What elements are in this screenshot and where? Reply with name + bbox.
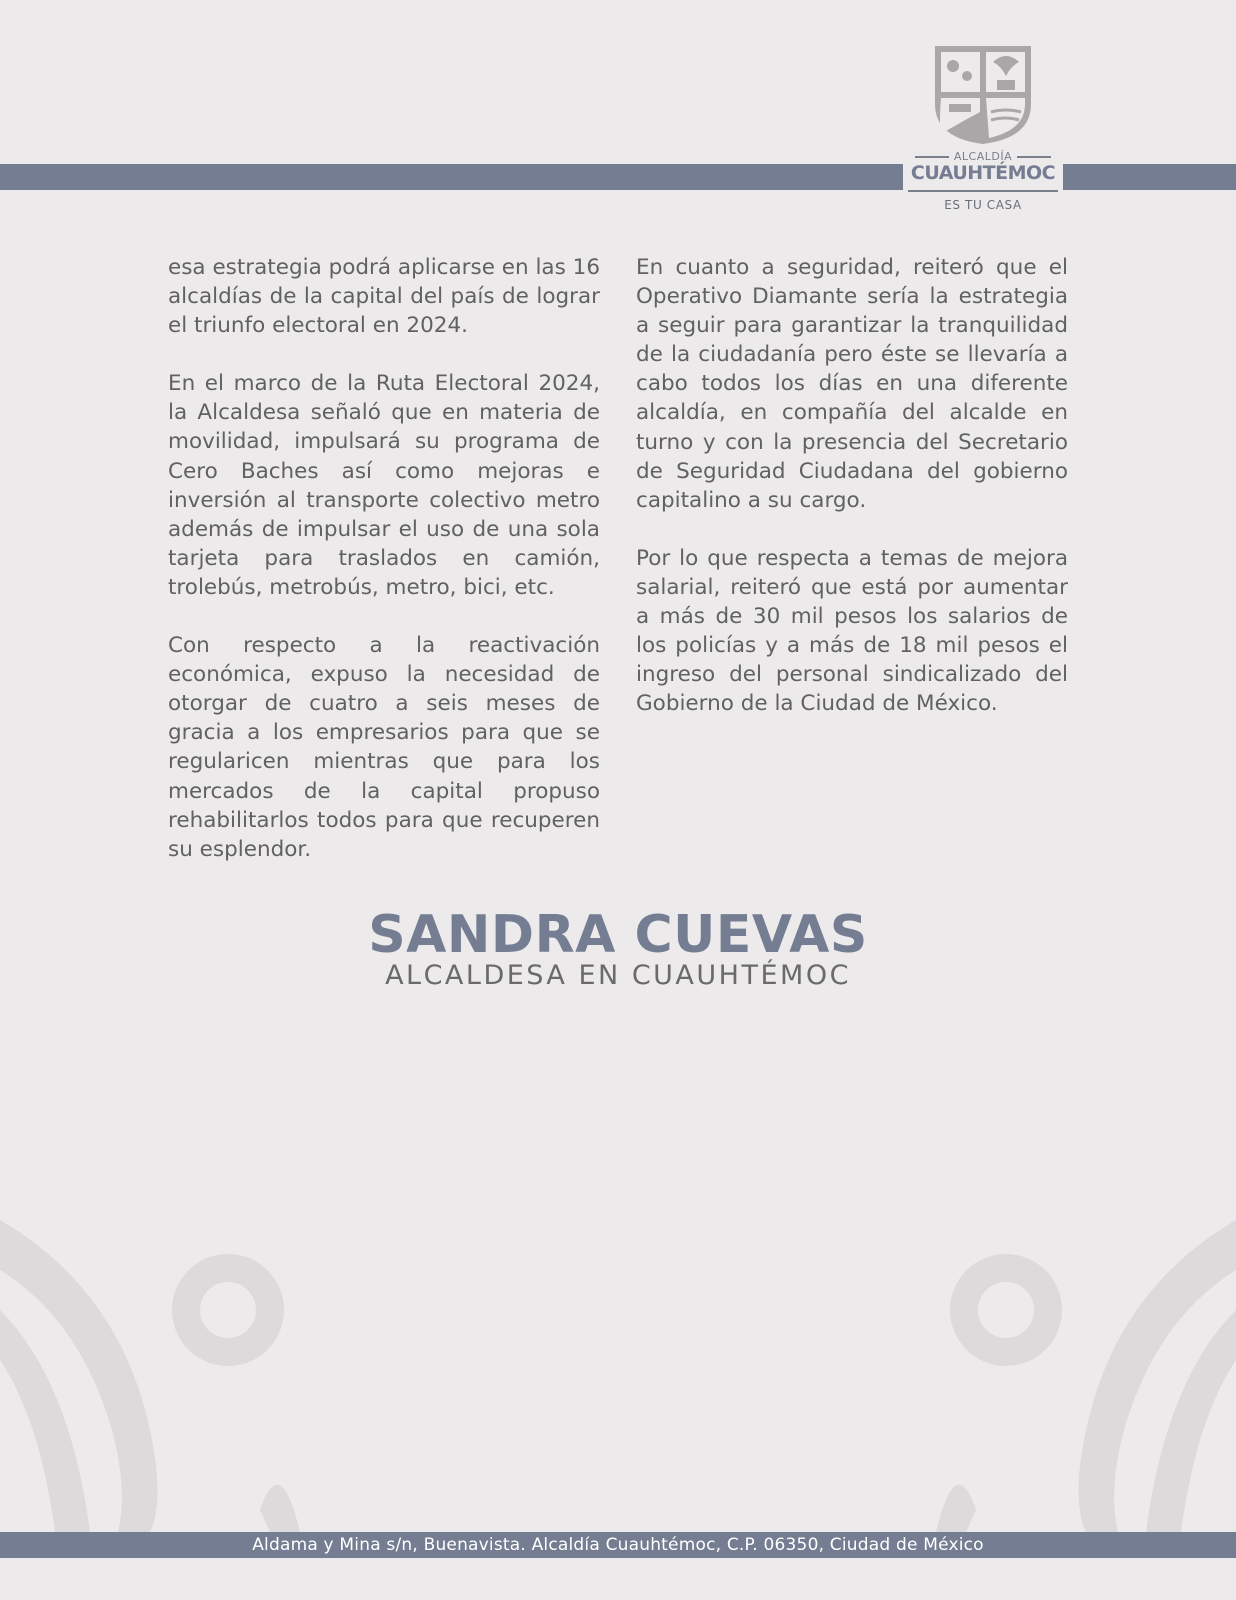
logo-tagline: ES TU CASA [944,198,1022,212]
paragraph: Con respecto a la reactivación económica, expuso la necesidad de otorgar de cuatro a seis meses de gracia a los empresarios para que se regularicen mientras que para los mercados de la capital propuso rehabilitarlos todos para que recuperen su esplendor. [168,633,600,862]
logo-divider [908,190,1058,192]
left-column [168,253,600,893]
footer-address: Aldama y Mina s/n, Buenavista. Alcaldía Cuauhtémoc, C.P. 06350, Ciudad de México [252,1535,984,1555]
logo-main-label: CUAUHTÉMOC [910,162,1056,184]
decorative-leaves-icon [0,1200,1236,1532]
paragraph: Por lo que respecta a temas de mejora salarial, reiteró que está por aumentar a más de 30 mil pesos los salarios de los policías y a más de 18 mil pesos el ingreso del personal sindicalizado del Gobierno de la Ciudad de México. [636,545,1068,717]
paragraph: esa estrategia podrá aplicarse en las 16 alcaldías de la capital del país de lograr el triunfo electoral en 2024. [168,255,600,339]
coat-of-arms-icon [931,42,1035,146]
footer-band [0,1532,1236,1558]
paragraph: En el marco de la Ruta Electoral 2024, la Alcaldesa señaló que en materia de movilidad, impulsará su programa de Cero Baches así como mejoras e inversión al transporte colectivo metro además de impulsar el uso de una sola tarjeta para traslados en camión, trolebús, metrobús, metro, bici, etc. [168,371,600,600]
signature-name: SANDRA CUEVAS [368,905,868,965]
signature-title: ALCALDESA EN CUAUHTÉMOC [385,960,851,991]
signature-block [0,905,1236,991]
alcaldia-logo [903,40,1063,218]
right-column [636,253,1068,747]
paragraph: En cuanto a seguridad, reiteró que el Operativo Diamante sería la estrategia a seguir para garantizar la tranquilidad de la ciudadanía pero éste se llevaría a cabo todos los días en una diferente alcaldía, en compañía del alcalde en turno y con la presencia del Secretario de Seguridad Ciudadana del gobierno capitalino a su cargo. [636,255,1068,513]
logo-small-label: ALCALDÍA [903,150,1063,163]
